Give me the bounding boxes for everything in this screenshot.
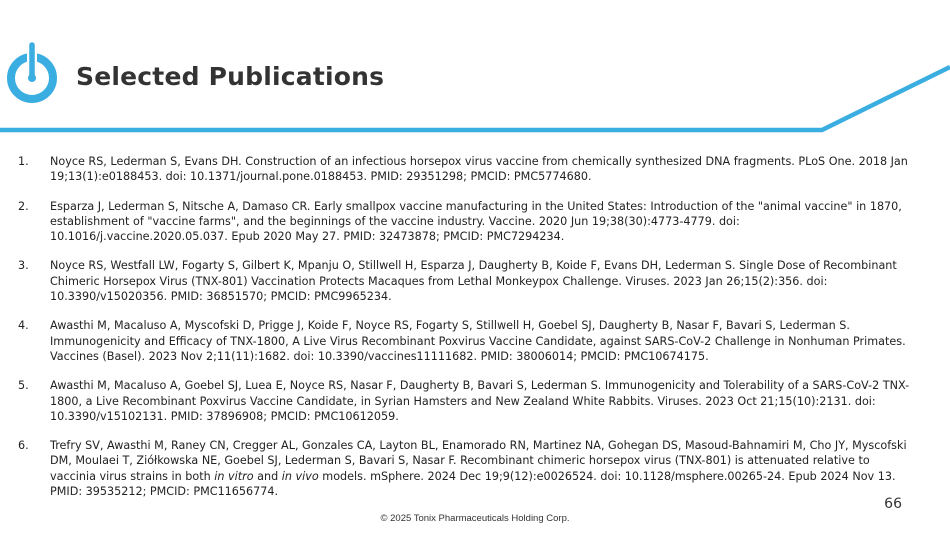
publication-item xyxy=(18,378,913,424)
publication-number: 5. xyxy=(18,379,29,393)
publication-text: Trefry SV, Awasthi M, Raney CN, Cregger AL, Gonzales CA, Layton BL, Enamorado RN, Martinez NA, Gohegan DS, Masoud-Bahnamiri M, Cho JY, Myscofski DM, Moulaei T, Ziółkowska NE, Goebel SJ, Lederman S, Bavari S, Nasar F. Recombinant chimeric horsepox virus (TNX-801) is attenuated relative to vaccinia virus strains in both xyxy=(50,439,907,483)
publication-text: Esparza J, Lederman S, Nitsche A, Damaso CR. Early smallpox vaccine manufacturing in the United States: Introduction of the "animal vaccine" in 1870, establishment of "vaccine farms", and the beginnings of the vaccine industry. Vaccine. 2020 Jun 19;38(30):4773-4779. doi: 10.1016/j.vaccine.2020.05.037. Epub 2020 May 27. PMID: 32473878; PMCID: PMC7294234. xyxy=(50,199,902,244)
publication-text-italic: in vitro xyxy=(214,469,254,483)
publication-text: Awasthi M, Macaluso A, Goebel SJ, Luea E, Noyce RS, Nasar F, Daugherty B, Bavari S, Lederman S. Immunogenicity and Tolerability of a SARS-CoV-2 TNX-1800, a Live Recombinant Poxvirus Vaccine Candidate, in Syrian Hamsters and New Zealand White Rabbits. Viruses. 2023 Oct 21;15(10):2131. doi: 10.3390/v15102131. PMID: 37896908; PMCID: PMC10612059. xyxy=(50,379,910,423)
publication-text: models. mSphere. 2024 Dec 19;9(12):e0026524. doi: 10.1128/msphere.00265-24. Epub 2024 Nov 13. PMID: 39535212; PMCID: PMC11656774. xyxy=(50,469,896,499)
publication-text: Noyce RS, Westfall LW, Fogarty S, Gilbert K, Mpanju O, Stillwell H, Esparza J, Daugherty B, Koide F, Evans DH, Lederman S. Single Dose of Recombinant Chimeric Horsepox Virus (TNX-801) Vaccination Protects Macaques from Lethal Monkeypox Challenge. Viruses. 2023 Jan 26;15(2):356. doi: 10.3390/v15020356. PMID: 36851570; PMCID: PMC9965234. xyxy=(50,259,897,304)
header-divider xyxy=(0,64,950,140)
publication-number: 4. xyxy=(18,319,29,333)
publication-number: 2. xyxy=(18,199,29,213)
publication-number: 3. xyxy=(18,259,29,273)
publication-item xyxy=(18,438,913,499)
publication-text: and xyxy=(253,469,282,483)
publication-item xyxy=(18,258,913,304)
publication-item xyxy=(18,199,913,245)
publication-list xyxy=(18,154,913,513)
publication-number: 1. xyxy=(18,155,29,168)
publication-text: Noyce RS, Lederman S, Evans DH. Construction of an infectious horsepox virus vaccine from chemically synthesized DNA fragments. PLoS One. 2018 Jan 19;13(1):e0188453. doi: 10.1371/journal.pone.0188453. PMID: 29351298; PMCID: PMC5774680. xyxy=(50,155,908,184)
copyright-footer: © 2025 Tonix Pharmaceuticals Holding Corp. xyxy=(380,513,570,524)
publication-item xyxy=(18,318,913,364)
publication-item xyxy=(18,154,913,185)
publication-text: Awasthi M, Macaluso A, Myscofski D, Prigge J, Koide F, Noyce RS, Fogarty S, Stillwell H, Goebel SJ, Daugherty B, Nasar F, Bavari S, Lederman S. Immunogenicity and Efficacy of TNX-1800, A Live Virus Recombinant Poxvirus Vaccine Candidate, against SARS-CoV-2 Challenge in Nonhuman Primates. Vaccines (Basel). 2023 Nov 2;11(11):1682. doi: 10.3390/vaccines11111682. PMID: 38006014; PMCID: PMC10674175. xyxy=(50,319,906,363)
publication-text-italic: in vivo xyxy=(281,469,319,483)
page-number: 66 xyxy=(884,496,902,512)
publication-number: 6. xyxy=(18,439,29,453)
page-title: Selected Publications xyxy=(76,62,385,91)
